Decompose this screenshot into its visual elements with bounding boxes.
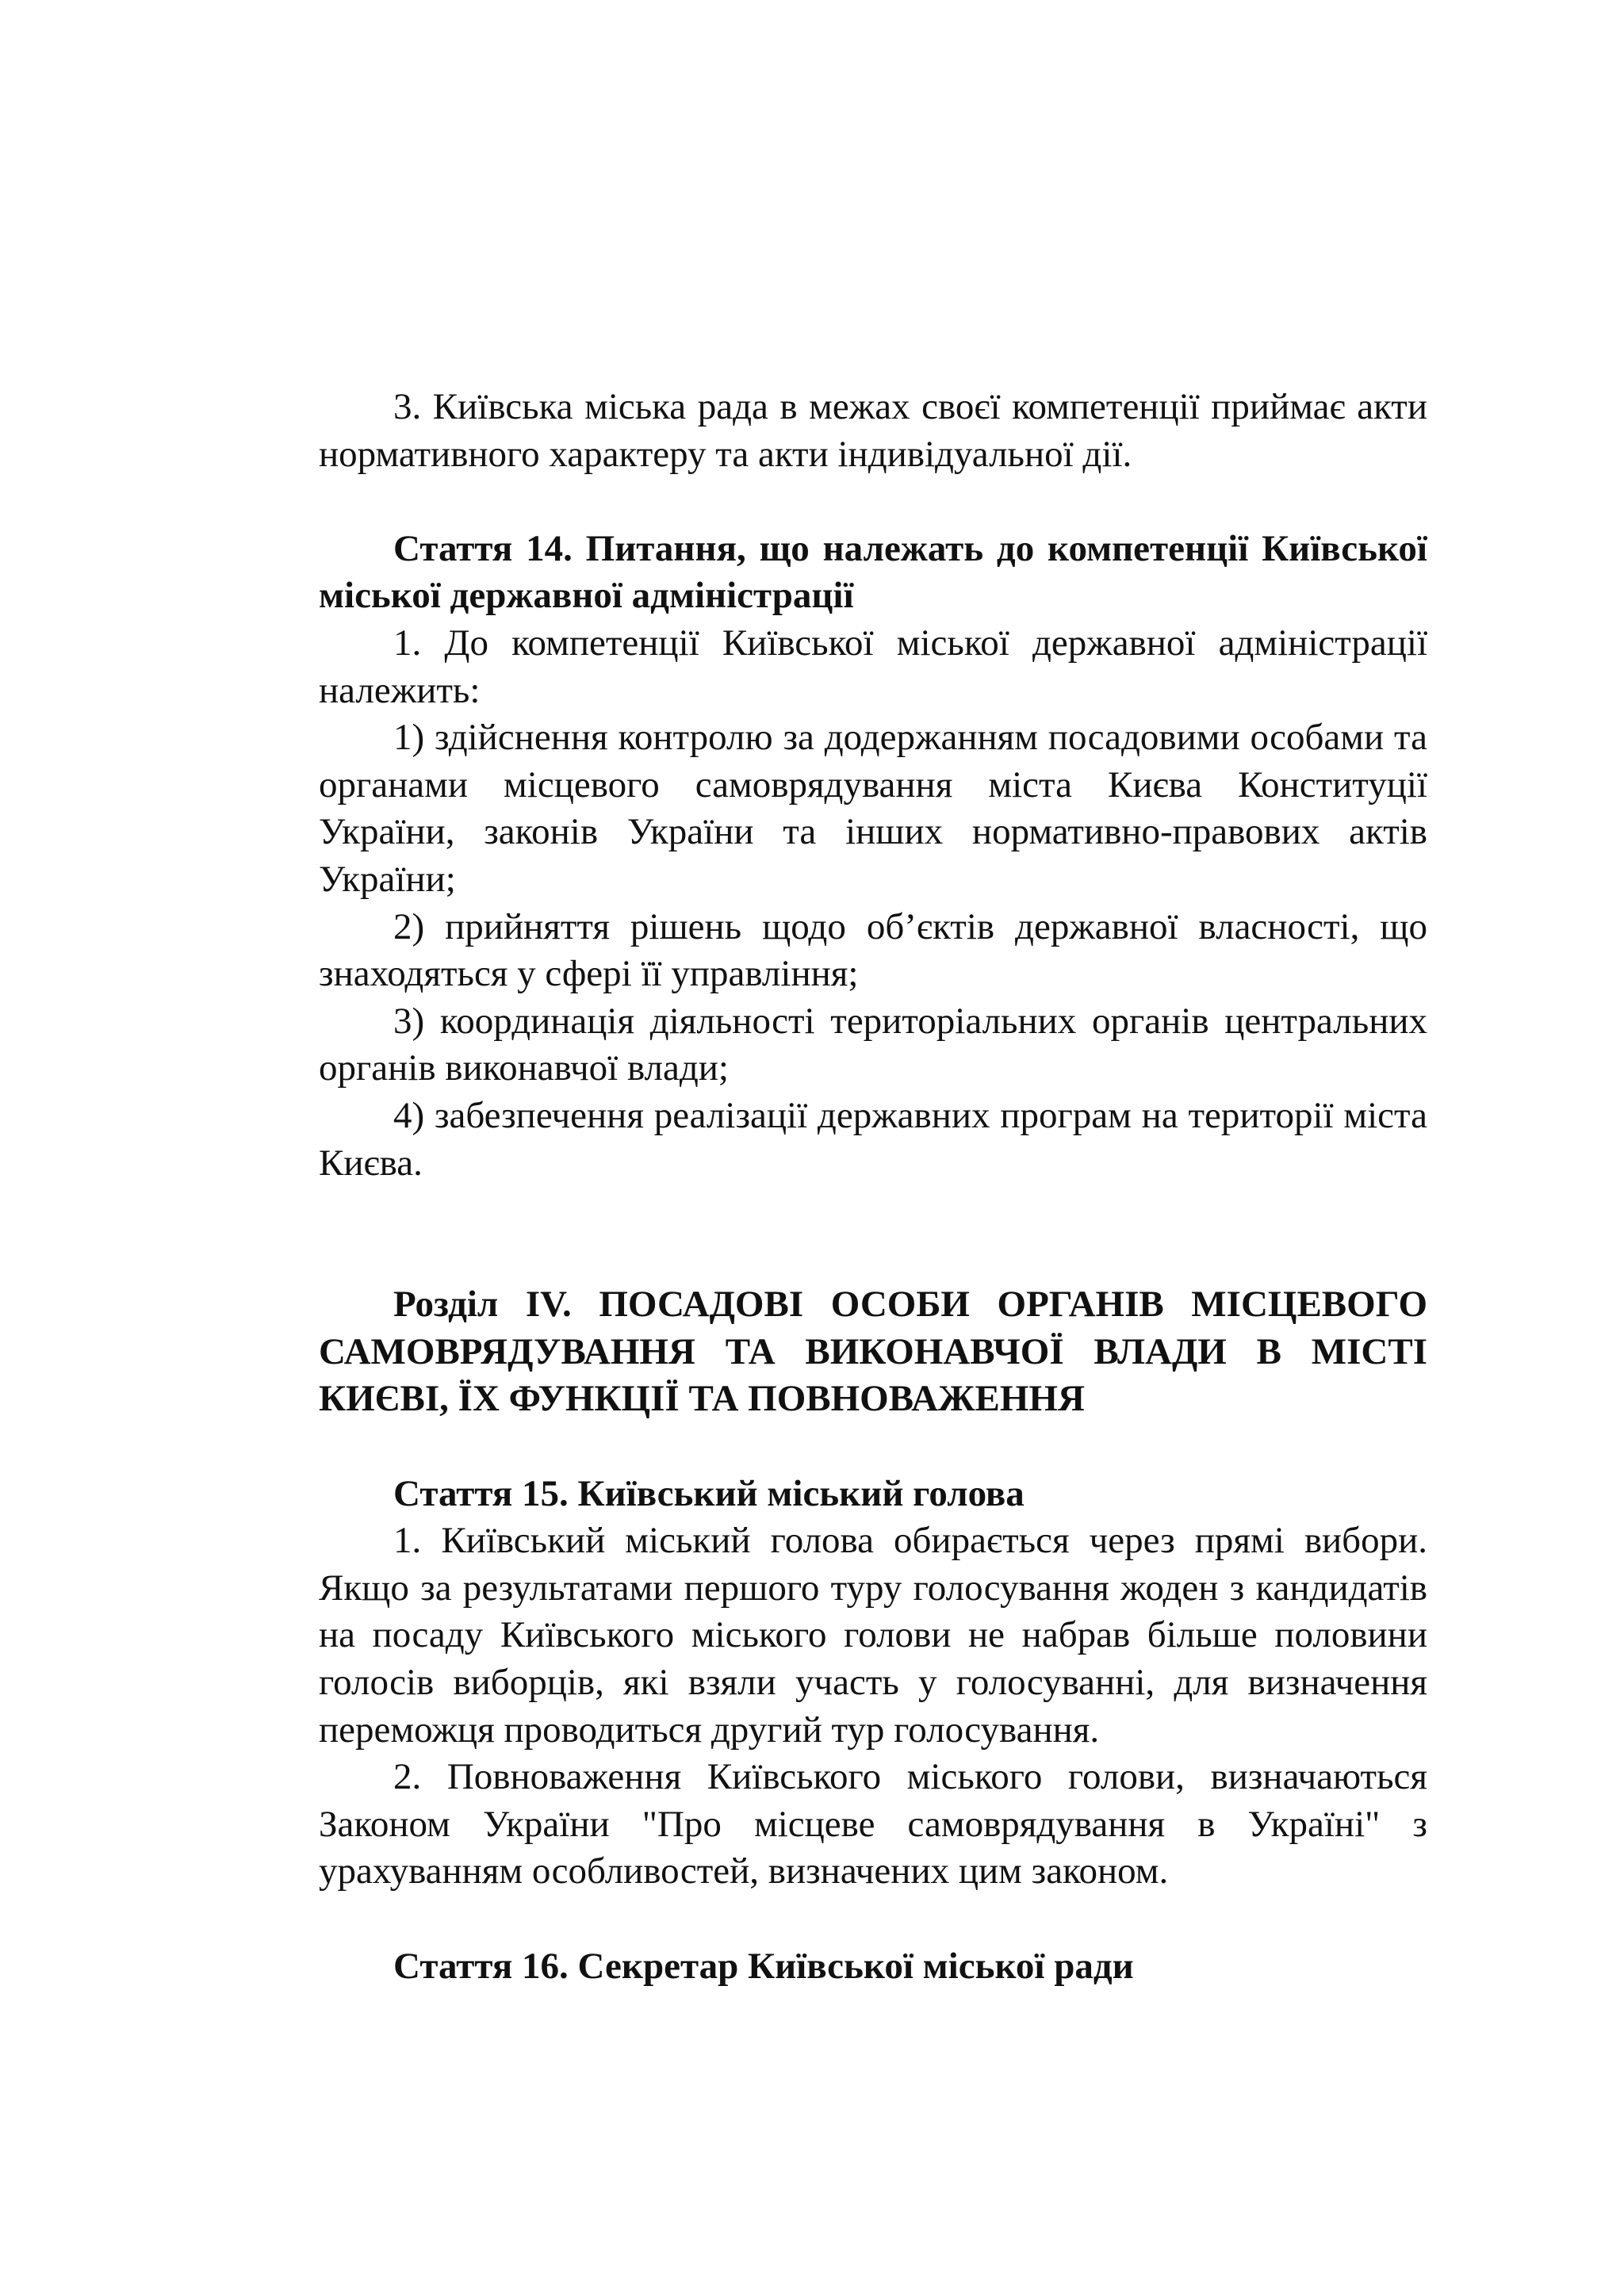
- section-4-heading: Розділ IV. ПОСАДОВІ ОСОБИ ОРГАНІВ МІСЦЕВОГО САМОВРЯДУВАННЯ ТА ВИКОНАВЧОЇ ВЛАДИ В МІСТІ КИЄВІ, ЇХ ФУНКЦІЇ ТА ПОВНОВАЖЕННЯ: [319, 1284, 1427, 1420]
- spacer: [319, 1896, 1427, 1943]
- document-body: [319, 384, 1427, 1990]
- article-15-paragraph-2: 2. Повноваження Київського міського голови, визначаються Законом України "Про місцеве самоврядування в Україні" з урахуванням особливостей, визначених цим законом.: [319, 1756, 1427, 1892]
- article-16-heading: Стаття 16. Секретар Київської міської ради: [393, 1945, 1134, 1987]
- article-14-item-4: 4) забезпечення реалізації державних програм на території міста Києва.: [319, 1094, 1427, 1184]
- article-14-paragraph-1: 1. До компетенції Київської міської державної адміністрації належить:: [319, 622, 1427, 711]
- article-14-item-1: 1) здійснення контролю за додержанням посадовими особами та органами місцевого самоврядування міста Києва Конституції України, законів України та інших нормативно-правових актів України;: [319, 717, 1427, 900]
- article-13-paragraph-3: 3. Київська міська рада в межах своєї компетенції приймає акти нормативного характеру та акти індивідуальної дії.: [319, 386, 1427, 475]
- article-15-paragraph-1: 1. Київський міський голова обирається через прямі вибори. Якщо за результатами першого туру голосування жоден з кандидатів на посаду Київського міського голови не набрав більше половини голосів виборців, які взяли участь у голосуванні, для визначення переможця проводиться другий тур голосування.: [319, 1520, 1427, 1751]
- spacer: [319, 1423, 1427, 1471]
- spacer: [319, 478, 1427, 526]
- article-15-heading: Стаття 15. Київський міський голова: [393, 1472, 1025, 1514]
- article-14-heading: Стаття 14. Питання, що належать до компетенції Київської міської державної адміністрації: [319, 527, 1427, 617]
- article-14-item-2: 2) прийняття рішень щодо об’єктів державної власності, що знаходяться у сфері її управління;: [319, 905, 1427, 995]
- article-14-item-3: 3) координація діяльності територіальних органів центральних органів виконавчої влади;: [319, 1000, 1427, 1089]
- spacer: [319, 1187, 1427, 1281]
